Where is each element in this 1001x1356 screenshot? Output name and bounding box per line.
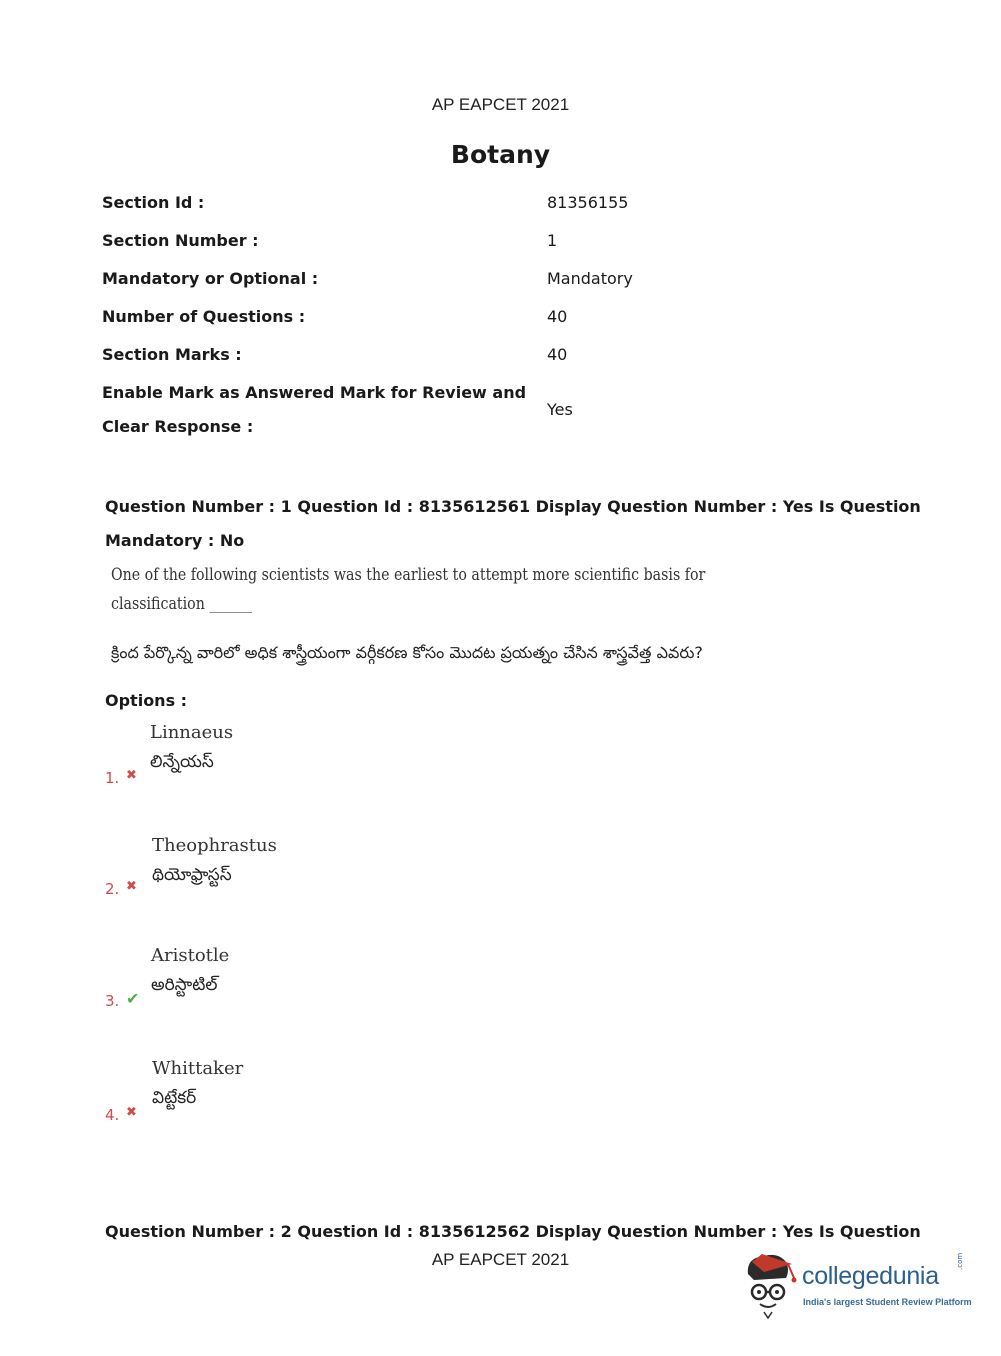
questions-count-value: 40 [547,307,568,326]
option-2-cross-icon: ✖ [126,879,137,894]
option-4-telugu: విట్టేకర్ [152,1088,197,1108]
option-3-telugu: అరిస్టాటిల్ [151,975,218,995]
question-1-text-line1: One of the following scientists was the earliest to attempt more scientific basis for [111,565,706,584]
option-1-cross-icon: ✖ [126,768,137,783]
option-2-number: 2. [105,880,120,898]
section-number-value: 1 [547,231,558,250]
page-title: Botany [450,140,551,169]
option-1-number: 1. [105,769,120,787]
section-marks-label: Section Marks : [102,345,242,364]
enable-mark-value: Yes [547,400,573,419]
question-1-header-line1: Question Number : 1 Question Id : 8135612561 Display Question Number : Yes Is Question [105,497,921,516]
section-id-value: 81356155 [547,193,629,212]
section-marks-value: 40 [547,345,568,364]
options-label: Options : [105,691,188,710]
option-2-english: Theophrastus [152,835,277,856]
page-footer: AP EAPCET 2021 [431,1250,570,1269]
question-1-header-line2: Mandatory : No [105,531,245,550]
enable-mark-label-line1: Enable Mark as Answered Mark for Review and [102,383,527,402]
option-4-cross-icon: ✖ [126,1105,137,1120]
mandatory-label: Mandatory or Optional : [102,269,319,288]
logo-tagline: India's largest Student Review Platform [803,1297,972,1307]
question-1-text-telugu: క్రింద పేర్కొన్న వారిలో అధిక శాస్త్రీయంగా వర్గీకరణ కోసం మొదట ప్రయత్నం చేసిన శాస్త్రవేత్త ఎవరు? [111,643,703,662]
option-4-number: 4. [105,1106,120,1124]
option-3-check-icon: ✔ [126,989,140,1008]
option-1-english: Linnaeus [150,722,234,743]
logo-name: collegedunia [802,1262,939,1290]
option-2-telugu: థియోఫ్రాస్టస్ [152,865,232,885]
question-2-header-line1: Question Number : 2 Question Id : 8135612562 Display Question Number : Yes Is Question [105,1222,921,1241]
logo-suffix: .com [956,1252,964,1270]
question-1-text-line2: classification ______ [111,594,252,613]
option-3-number: 3. [105,992,120,1010]
mascot-icon [742,1250,802,1320]
section-id-label: Section Id : [102,193,205,212]
option-4-english: Whittaker [152,1058,244,1079]
section-number-label: Section Number : [102,231,259,250]
enable-mark-label-line2: Clear Response : [102,417,254,436]
mandatory-value: Mandatory [547,269,633,288]
option-3-english: Aristotle [151,945,230,966]
page-header: AP EAPCET 2021 [431,95,570,114]
option-1-telugu: లిన్నేయస్ [150,752,214,772]
collegedunia-logo [742,1250,972,1320]
questions-count-label: Number of Questions : [102,307,306,326]
